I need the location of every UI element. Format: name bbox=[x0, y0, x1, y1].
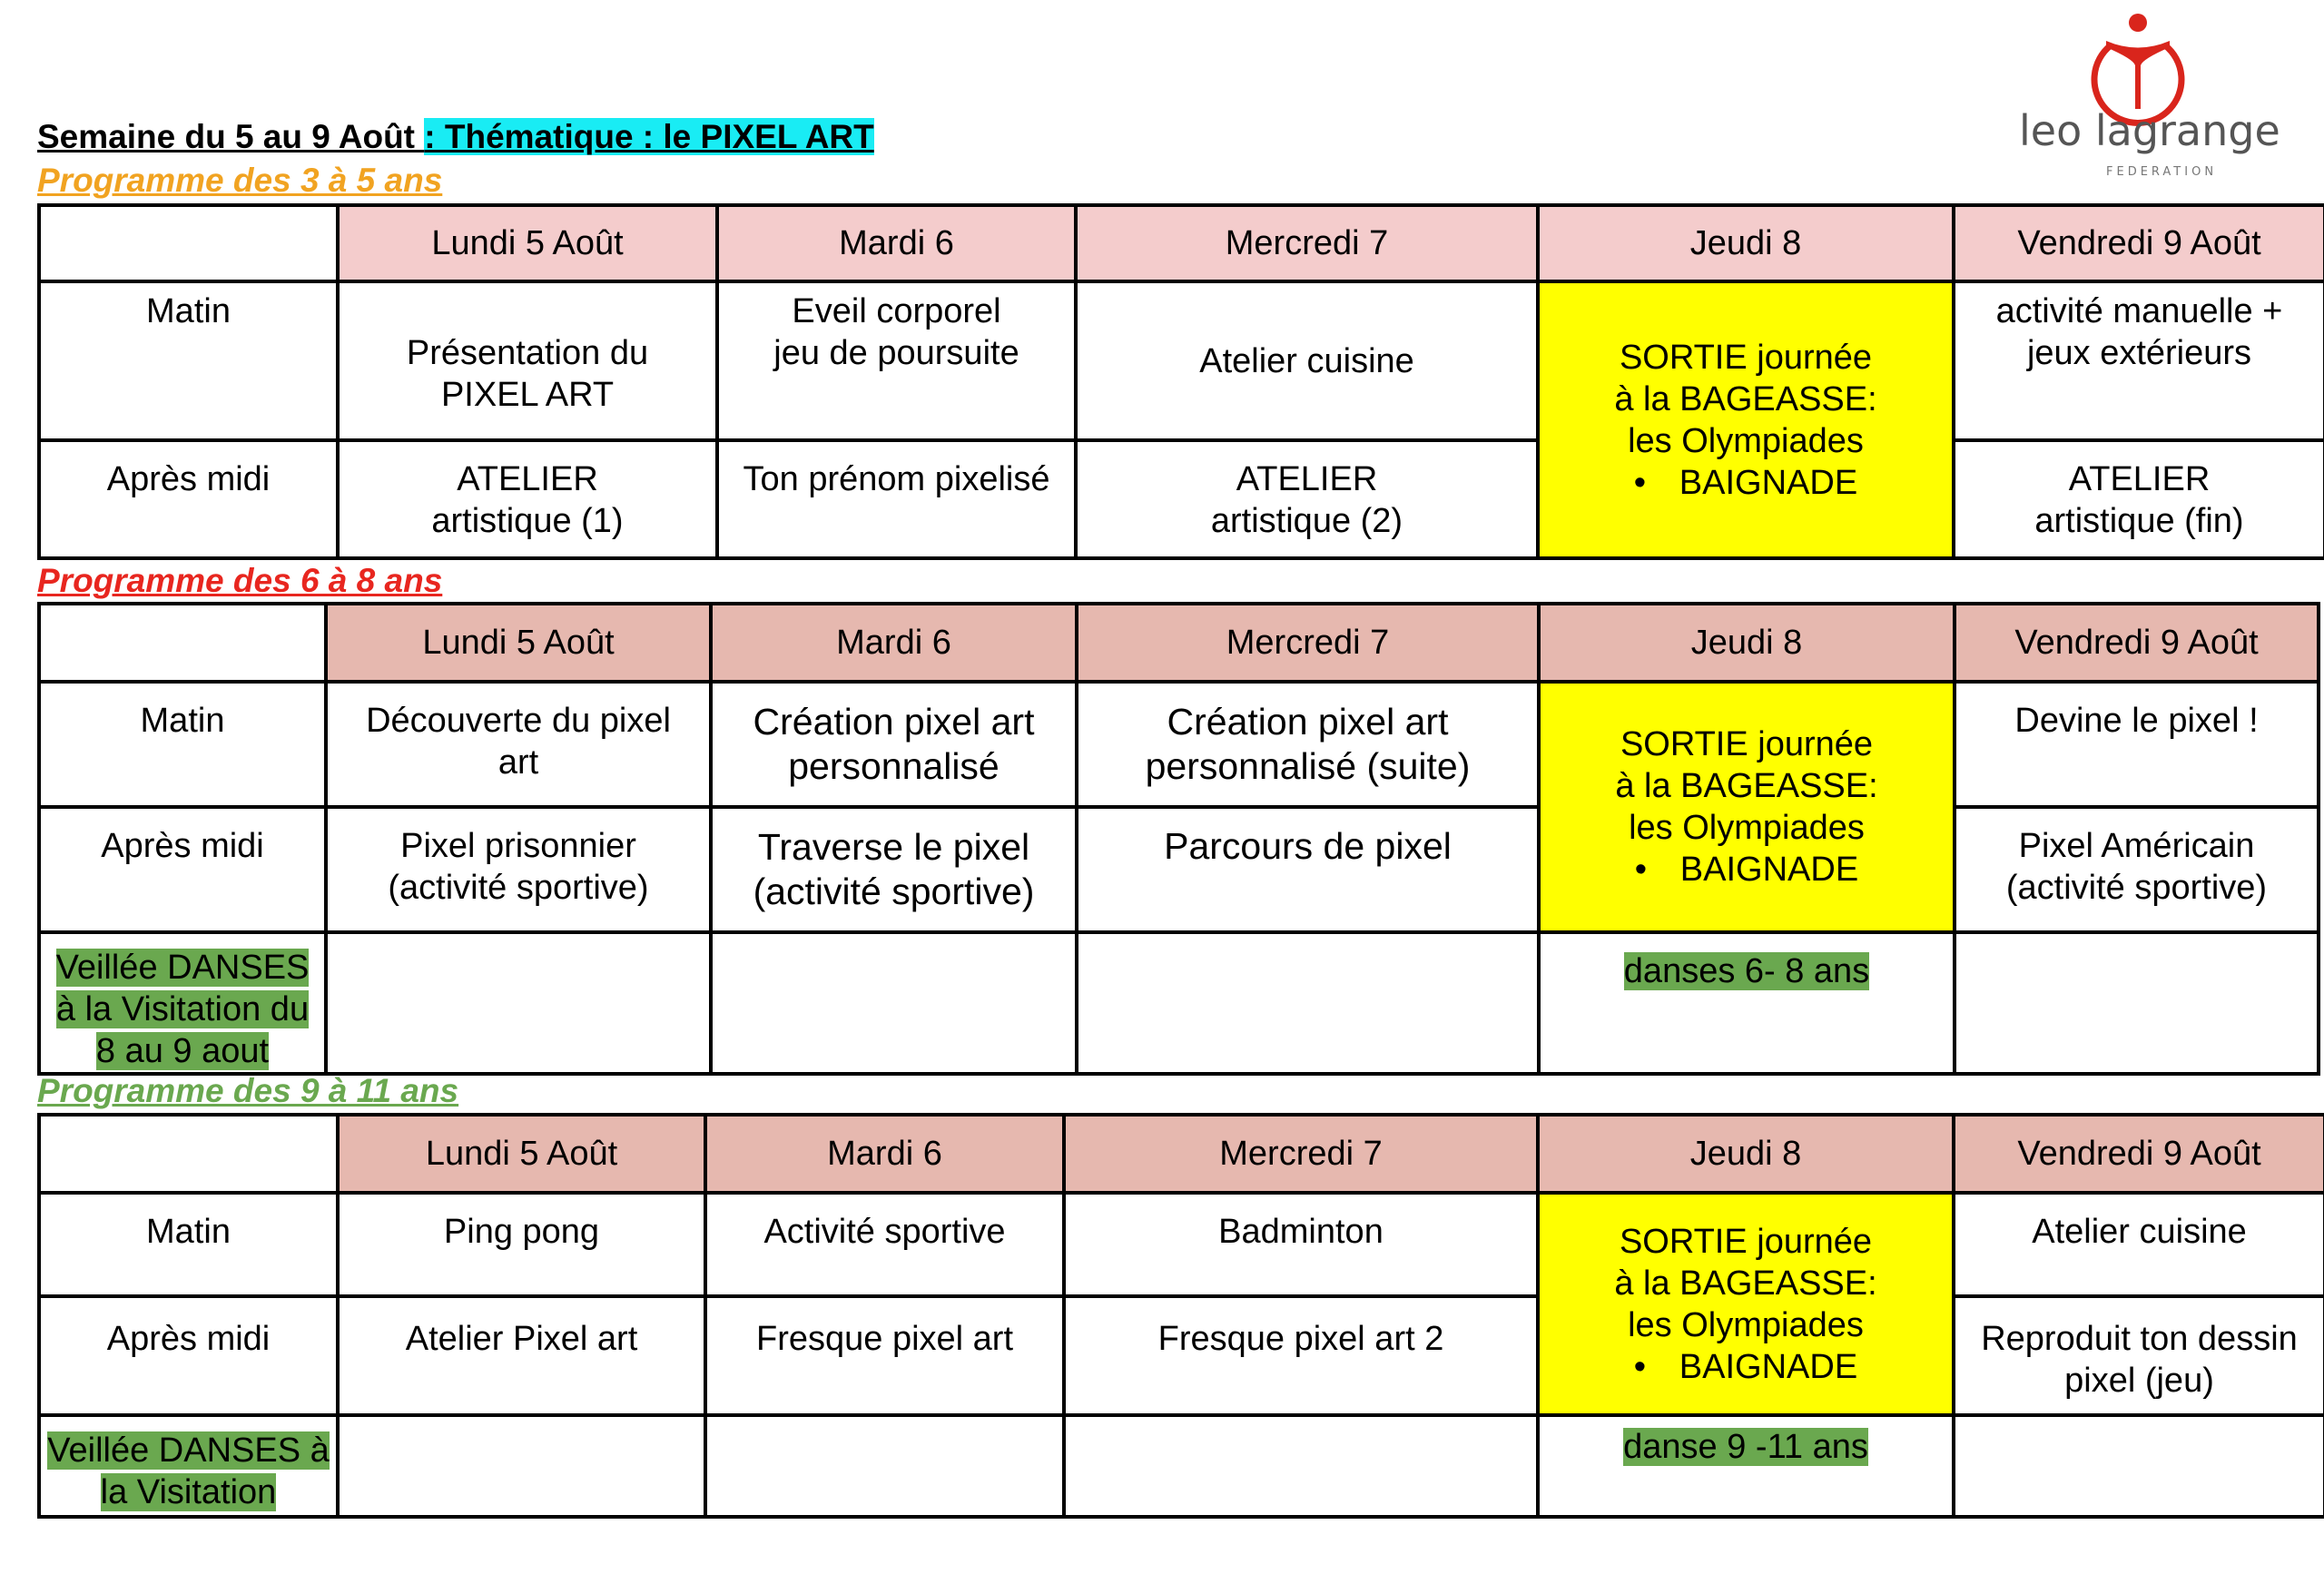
schedule-9-11 bbox=[37, 1113, 2324, 1519]
day-header: Lundi 5 Août bbox=[338, 205, 717, 281]
activity-cell: Traverse le pixel (activité sportive) bbox=[711, 807, 1077, 932]
day-header: Mardi 6 bbox=[717, 205, 1076, 281]
program-9-11-title: Programme des 9 à 11 ans bbox=[37, 1072, 459, 1109]
veillee-label: Veillée DANSES à la Visitation du 8 au 9 aout bbox=[39, 932, 326, 1074]
activity-cell: Eveil corporel jeu de poursuite bbox=[717, 281, 1076, 440]
empty-cell bbox=[326, 932, 711, 1074]
day-header: Jeudi 8 bbox=[1538, 1115, 1954, 1193]
day-header: Jeudi 8 bbox=[1538, 205, 1954, 281]
program-3-5-title: Programme des 3 à 5 ans bbox=[37, 162, 443, 199]
schedule-6-8 bbox=[37, 602, 2320, 1076]
activity-cell: Atelier Pixel art bbox=[338, 1296, 705, 1415]
corner-cell bbox=[39, 1115, 338, 1193]
empty-cell bbox=[1077, 932, 1539, 1074]
bullet-icon: • bbox=[1633, 463, 1647, 502]
activity-cell: Ping pong bbox=[338, 1193, 705, 1296]
day-header: Vendredi 9 Août bbox=[1955, 604, 2319, 682]
activity-cell: activité manuelle + jeux extérieurs bbox=[1954, 281, 2324, 440]
svg-text:FEDERATION: FEDERATION bbox=[2106, 165, 2218, 179]
bullet-icon: • bbox=[1633, 1347, 1647, 1386]
activity-cell: Activité sportive bbox=[705, 1193, 1064, 1296]
leo-lagrange-logo bbox=[2015, 9, 2297, 182]
row-label-apres-midi: Après midi bbox=[39, 440, 338, 558]
activity-cell: Création pixel art personnalisé bbox=[711, 682, 1077, 807]
row-label-matin: Matin bbox=[39, 1193, 338, 1296]
day-header: Mardi 6 bbox=[705, 1115, 1064, 1193]
veillee-cell: danse 9 -11 ans bbox=[1538, 1415, 1954, 1517]
row-label-apres-midi: Après midi bbox=[39, 1296, 338, 1415]
day-header: Lundi 5 Août bbox=[338, 1115, 705, 1193]
day-header: Mercredi 7 bbox=[1076, 205, 1538, 281]
activity-cell: Pixel Américain (activité sportive) bbox=[1955, 807, 2319, 932]
logo-figure-icon bbox=[2015, 9, 2297, 182]
veillee-cell: danses 6- 8 ans bbox=[1539, 932, 1955, 1074]
activity-cell: Devine le pixel ! bbox=[1955, 682, 2319, 807]
empty-cell bbox=[338, 1415, 705, 1517]
activity-cell: Reproduit ton dessin pixel (jeu) bbox=[1954, 1296, 2324, 1415]
sortie-cell: SORTIE journée à la BAGEASSE: les Olympiades • BAIGNADE bbox=[1539, 682, 1955, 932]
day-header: Mercredi 7 bbox=[1077, 604, 1539, 682]
week-title: Semaine du 5 au 9 Août bbox=[37, 118, 425, 155]
empty-cell bbox=[705, 1415, 1064, 1517]
empty-cell bbox=[1064, 1415, 1538, 1517]
day-header: Lundi 5 Août bbox=[326, 604, 711, 682]
row-label-matin: Matin bbox=[39, 682, 326, 807]
activity-cell: Atelier cuisine bbox=[1954, 1193, 2324, 1296]
activity-cell: Fresque pixel art bbox=[705, 1296, 1064, 1415]
activity-cell: Atelier cuisine bbox=[1076, 281, 1538, 440]
theme-title: : Thématique : le PIXEL ART bbox=[424, 118, 874, 155]
activity-cell: Badminton bbox=[1064, 1193, 1538, 1296]
empty-cell bbox=[711, 932, 1077, 1074]
activity-cell: Découverte du pixel art bbox=[326, 682, 711, 807]
activity-cell: ATELIER artistique (1) bbox=[338, 440, 717, 558]
empty-cell bbox=[1954, 1415, 2324, 1517]
corner-cell bbox=[39, 205, 338, 281]
veillee-label: Veillée DANSES à la Visitation bbox=[39, 1415, 338, 1517]
day-header: Vendredi 9 Août bbox=[1954, 205, 2324, 281]
activity-cell: Fresque pixel art 2 bbox=[1064, 1296, 1538, 1415]
activity-cell: Ton prénom pixelisé bbox=[717, 440, 1076, 558]
svg-text:leo lagrange: leo lagrange bbox=[2019, 106, 2280, 155]
page-title bbox=[37, 118, 874, 156]
activity-cell: ATELIER artistique (fin) bbox=[1954, 440, 2324, 558]
corner-cell bbox=[39, 604, 326, 682]
schedule-3-5 bbox=[37, 203, 2324, 560]
day-header: Mardi 6 bbox=[711, 604, 1077, 682]
day-header: Mercredi 7 bbox=[1064, 1115, 1538, 1193]
activity-cell: ATELIER artistique (2) bbox=[1076, 440, 1538, 558]
sortie-cell: SORTIE journée à la BAGEASSE: les Olympiades • BAIGNADE bbox=[1538, 1193, 1954, 1415]
day-header: Vendredi 9 Août bbox=[1954, 1115, 2324, 1193]
empty-cell bbox=[1955, 932, 2319, 1074]
program-6-8-title: Programme des 6 à 8 ans bbox=[37, 562, 443, 599]
sortie-cell: SORTIE journée à la BAGEASSE: les Olympiades • BAIGNADE bbox=[1538, 281, 1954, 558]
activity-cell: Présentation du PIXEL ART bbox=[338, 281, 717, 440]
activity-cell: Parcours de pixel bbox=[1077, 807, 1539, 932]
activity-cell: Création pixel art personnalisé (suite) bbox=[1077, 682, 1539, 807]
day-header: Jeudi 8 bbox=[1539, 604, 1955, 682]
bullet-icon: • bbox=[1634, 851, 1648, 889]
activity-cell: Pixel prisonnier (activité sportive) bbox=[326, 807, 711, 932]
row-label-apres-midi: Après midi bbox=[39, 807, 326, 932]
row-label-matin: Matin bbox=[39, 281, 338, 440]
